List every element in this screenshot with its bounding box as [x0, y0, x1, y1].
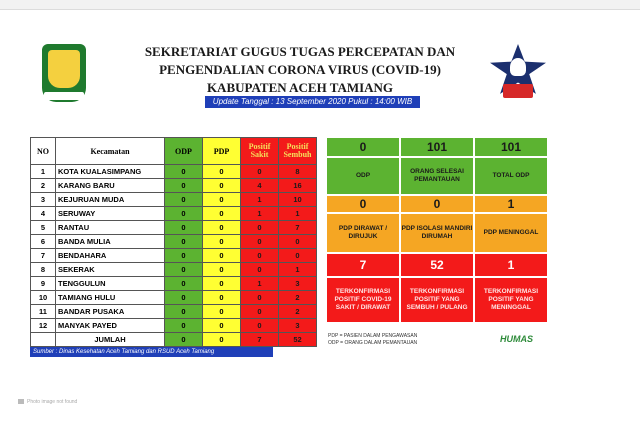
row3-2-label-box [400, 277, 474, 323]
total-pdp: 0 [203, 333, 241, 347]
summary-value: 1 [507, 258, 515, 272]
watermark [18, 399, 77, 405]
summary-label: PDP MENINGGAL [483, 229, 539, 236]
title-line-3: KABUPATEN ACEH TAMIANG [206, 80, 394, 95]
row3-3-value-box [474, 253, 548, 277]
total-odp: 0 [165, 333, 203, 347]
cell-no: 3 [31, 193, 56, 207]
table-row [31, 305, 317, 319]
summary-value: 0 [359, 140, 367, 154]
kecamatan-table [30, 137, 317, 347]
cell-psb: 8 [279, 165, 317, 179]
cell-ps: 0 [241, 263, 279, 277]
row3-3-label-box [474, 277, 548, 323]
cell-no: 1 [31, 165, 56, 179]
row2-2-label-box [400, 213, 474, 253]
cell-psb: 1 [279, 207, 317, 221]
table-row [31, 207, 317, 221]
cell-ps: 1 [241, 277, 279, 291]
cell-no: 6 [31, 235, 56, 249]
cell-no: 10 [31, 291, 56, 305]
cell-kecamatan: BENDAHARA [56, 249, 165, 263]
table-row [31, 249, 317, 263]
cell-odp: 0 [165, 263, 203, 277]
update-banner: Update Tanggal : 13 September 2020 Pukul : 14:00 WIB [205, 96, 420, 108]
summary-label: TERKONFIRMASI POSITIF YANG MENINGGAL [483, 288, 539, 311]
cell-no: 11 [31, 305, 56, 319]
header-pdp: PDP [203, 138, 241, 165]
cell-pdp: 0 [203, 263, 241, 277]
cell-ps: 1 [241, 207, 279, 221]
cell-odp: 0 [165, 277, 203, 291]
summary-label: PDP DIRAWAT / DIRUJUK [338, 225, 388, 240]
cell-odp: 0 [165, 221, 203, 235]
cell-psb: 1 [279, 263, 317, 277]
table-row [31, 319, 317, 333]
row1-2-label-box [400, 157, 474, 195]
summary-value: 0 [359, 197, 367, 211]
cell-no: 2 [31, 179, 56, 193]
cell-odp: 0 [165, 207, 203, 221]
total-ps: 7 [241, 333, 279, 347]
cell-kecamatan: SEKERAK [56, 263, 165, 277]
row3-1-label-box [326, 277, 400, 323]
header-odp: ODP [165, 138, 203, 165]
row1-3-value-box [474, 137, 548, 157]
cell-odp: 0 [165, 291, 203, 305]
row1-2-value-box [400, 137, 474, 157]
title-line-2: PENGENDALIAN CORONA VIRUS (COVID-19) [159, 62, 441, 77]
row3-1-value-box [326, 253, 400, 277]
row2-3-value-box [474, 195, 548, 213]
cell-no: 8 [31, 263, 56, 277]
cell-psb: 10 [279, 193, 317, 207]
watermark-text: Photo image not found [27, 399, 78, 405]
cell-no: 9 [31, 277, 56, 291]
summary-value: 7 [359, 258, 367, 272]
cell-kecamatan: KEJURUAN MUDA [56, 193, 165, 207]
cell-no [31, 333, 56, 347]
cell-pdp: 0 [203, 165, 241, 179]
table-row [31, 193, 317, 207]
table-total-row [31, 333, 317, 347]
aceh-tamiang-emblem-icon [42, 44, 86, 102]
cell-ps: 0 [241, 249, 279, 263]
cell-ps: 0 [241, 291, 279, 305]
table-row [31, 179, 317, 193]
summary-value: 1 [507, 197, 515, 211]
cell-psb: 2 [279, 305, 317, 319]
cell-no: 7 [31, 249, 56, 263]
cell-kecamatan: TENGGULUN [56, 277, 165, 291]
cell-ps: 1 [241, 193, 279, 207]
cell-psb: 0 [279, 249, 317, 263]
row2-2-value-box [400, 195, 474, 213]
cell-odp: 0 [165, 319, 203, 333]
summary-value: 101 [500, 140, 522, 154]
cell-pdp: 0 [203, 179, 241, 193]
cell-psb: 3 [279, 277, 317, 291]
cell-ps: 0 [241, 305, 279, 319]
row2-1-value-box [326, 195, 400, 213]
row3-2-value-box [400, 253, 474, 277]
top-bar [0, 0, 640, 10]
header-positif-sakit: Positif Sakit [241, 138, 279, 165]
summary-label: ODP [355, 172, 371, 179]
row2-3-label-box [474, 213, 548, 253]
cell-no: 12 [31, 319, 56, 333]
cell-psb: 16 [279, 179, 317, 193]
legend-odp: ODP = ORANG DALAM PEMANTAUAN [328, 340, 418, 346]
cell-kecamatan: SERUWAY [56, 207, 165, 221]
table-row [31, 263, 317, 277]
cell-ps: 4 [241, 179, 279, 193]
cell-odp: 0 [165, 179, 203, 193]
cell-pdp: 0 [203, 305, 241, 319]
cell-psb: 3 [279, 319, 317, 333]
humas-logo: HUMAS [500, 334, 533, 344]
summary-value: 52 [430, 258, 444, 272]
table-header-row [31, 138, 317, 165]
cell-pdp: 0 [203, 319, 241, 333]
cell-odp: 0 [165, 305, 203, 319]
gugus-tugas-covid-logo-icon [490, 44, 546, 102]
cell-odp: 0 [165, 165, 203, 179]
total-psb: 52 [279, 333, 317, 347]
image-icon [18, 399, 24, 404]
cell-pdp: 0 [203, 277, 241, 291]
summary-value: 0 [433, 197, 441, 211]
cell-pdp: 0 [203, 207, 241, 221]
row1-1-label-box [326, 157, 400, 195]
cell-psb: 0 [279, 235, 317, 249]
cell-kecamatan: BANDA MULIA [56, 235, 165, 249]
table-row [31, 277, 317, 291]
row1-1-value-box [326, 137, 400, 157]
cell-kecamatan: TAMIANG HULU [56, 291, 165, 305]
table-row [31, 235, 317, 249]
cell-odp: 0 [165, 249, 203, 263]
cell-pdp: 0 [203, 193, 241, 207]
source-caption: Sumber : Dinas Kesehatan Aceh Tamiang dan RSUD Aceh Tamiang [30, 347, 273, 357]
table-row [31, 221, 317, 235]
total-label: JUMLAH [56, 333, 165, 347]
summary-label: TERKONFIRMASI POSITIF COVID-19 SAKIT / DIRAWAT [334, 288, 392, 311]
header-no: NO [31, 138, 56, 165]
table-row [31, 291, 317, 305]
cell-odp: 0 [165, 235, 203, 249]
cell-kecamatan: MANYAK PAYED [56, 319, 165, 333]
cell-ps: 0 [241, 165, 279, 179]
summary-value: 101 [426, 140, 448, 154]
table-row [31, 165, 317, 179]
cell-ps: 0 [241, 221, 279, 235]
cell-kecamatan: KOTA KUALASIMPANG [56, 165, 165, 179]
row1-3-label-box [474, 157, 548, 195]
cell-pdp: 0 [203, 235, 241, 249]
summary-label: ORANG SELESAI PEMANTAUAN [410, 168, 464, 183]
cell-no: 5 [31, 221, 56, 235]
cell-ps: 0 [241, 235, 279, 249]
cell-pdp: 0 [203, 221, 241, 235]
summary-label: TOTAL ODP [492, 172, 530, 179]
cell-pdp: 0 [203, 249, 241, 263]
cell-kecamatan: KARANG BARU [56, 179, 165, 193]
header-positif-sembuh: Positif Sembuh [279, 138, 317, 165]
cell-pdp: 0 [203, 291, 241, 305]
summary-label: PDP ISOLASI MANDIRI DIRUMAH [401, 225, 473, 240]
cell-no: 4 [31, 207, 56, 221]
cell-ps: 0 [241, 319, 279, 333]
cell-kecamatan: RANTAU [56, 221, 165, 235]
row2-1-label-box [326, 213, 400, 253]
title-line-1: SEKRETARIAT GUGUS TUGAS PERCEPATAN DAN [144, 44, 456, 59]
cell-odp: 0 [165, 193, 203, 207]
cell-psb: 2 [279, 291, 317, 305]
cell-kecamatan: BANDAR PUSAKA [56, 305, 165, 319]
summary-label: TERKONFIRMASI POSITIF YANG SEMBUH / PULANG [406, 288, 468, 311]
header-kecamatan: Kecamatan [56, 138, 165, 165]
cell-psb: 7 [279, 221, 317, 235]
legend-pdp: PDP = PASIEN DALAM PENGAWASAN [328, 333, 418, 339]
